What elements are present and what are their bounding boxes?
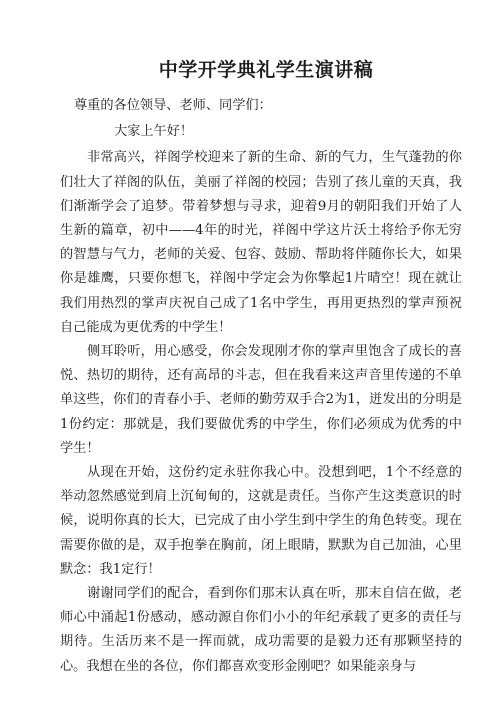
document-title: 中学开学典礼学生演讲稿: [158, 59, 374, 81]
salutation: 尊重的各位领导、老师、同学们：: [74, 98, 272, 113]
paragraph-2: 侧耳聆听，用心感受，你会发现刚才你的掌声里饱含了成长的喜悦、热切的期待，还有高昂的斗志，但在我看来这声音里传递的不单单这些，你们的青春小手、老师的勤劳双手合2为1，迸发出的分明是1份约定：那就是，我们要做优秀的中学生，你们必须成为优秀的中学生！: [60, 344, 462, 456]
paragraph-3: 从现在开始，这份约定永驻你我心中。没想到吧，1个不经意的举动忽然感觉到肩上沉甸甸的，这就是责任。当你产生这类意识的时候，说明你真的长大，已完成了由小学生到中学生的角色转变。现在需要你做的是，双手抱拳在胸前，闭上眼睛，默默为自己加油，心里默念：我1定行！: [60, 465, 462, 577]
greeting: 大家上午好！: [114, 124, 194, 140]
paragraph-4: 谢谢同学们的配合，看到你们那末认真在听，那末自信在做，老师心中涌起1份感动，感动源自你们小小的年纪承载了更多的责任与期待。生活历来不是一挥而就，成功需要的是毅力还有那颗坚持的心。我想在坐的各位，你们都喜欢变形金刚吧？如果能亲身与: [60, 586, 462, 674]
paragraph-1: 非常高兴，祥阁学校迎来了新的生命、新的气力，生气蓬勃的你们壮大了祥阁的队伍，美丽了祥阁的校园；告别了孩儿童的天真，我们渐渐学会了追梦。带着梦想与寻求，迎着9月的朝阳我们开始了人生新的篇章，初中——4年的时光，祥阁中学这片沃土将给予你无穷的智慧与气力，老师的关爱、包容、鼓励、帮助将伴随你长大，如果你是雄鹰，只要你想飞，祥阁中学定会为你擎起1片晴空！现在就让我们用热烈的掌声庆祝自己成了1名中学生，再用更热烈的掌声预祝自己能成为更优秀的中学生！: [60, 150, 462, 335]
